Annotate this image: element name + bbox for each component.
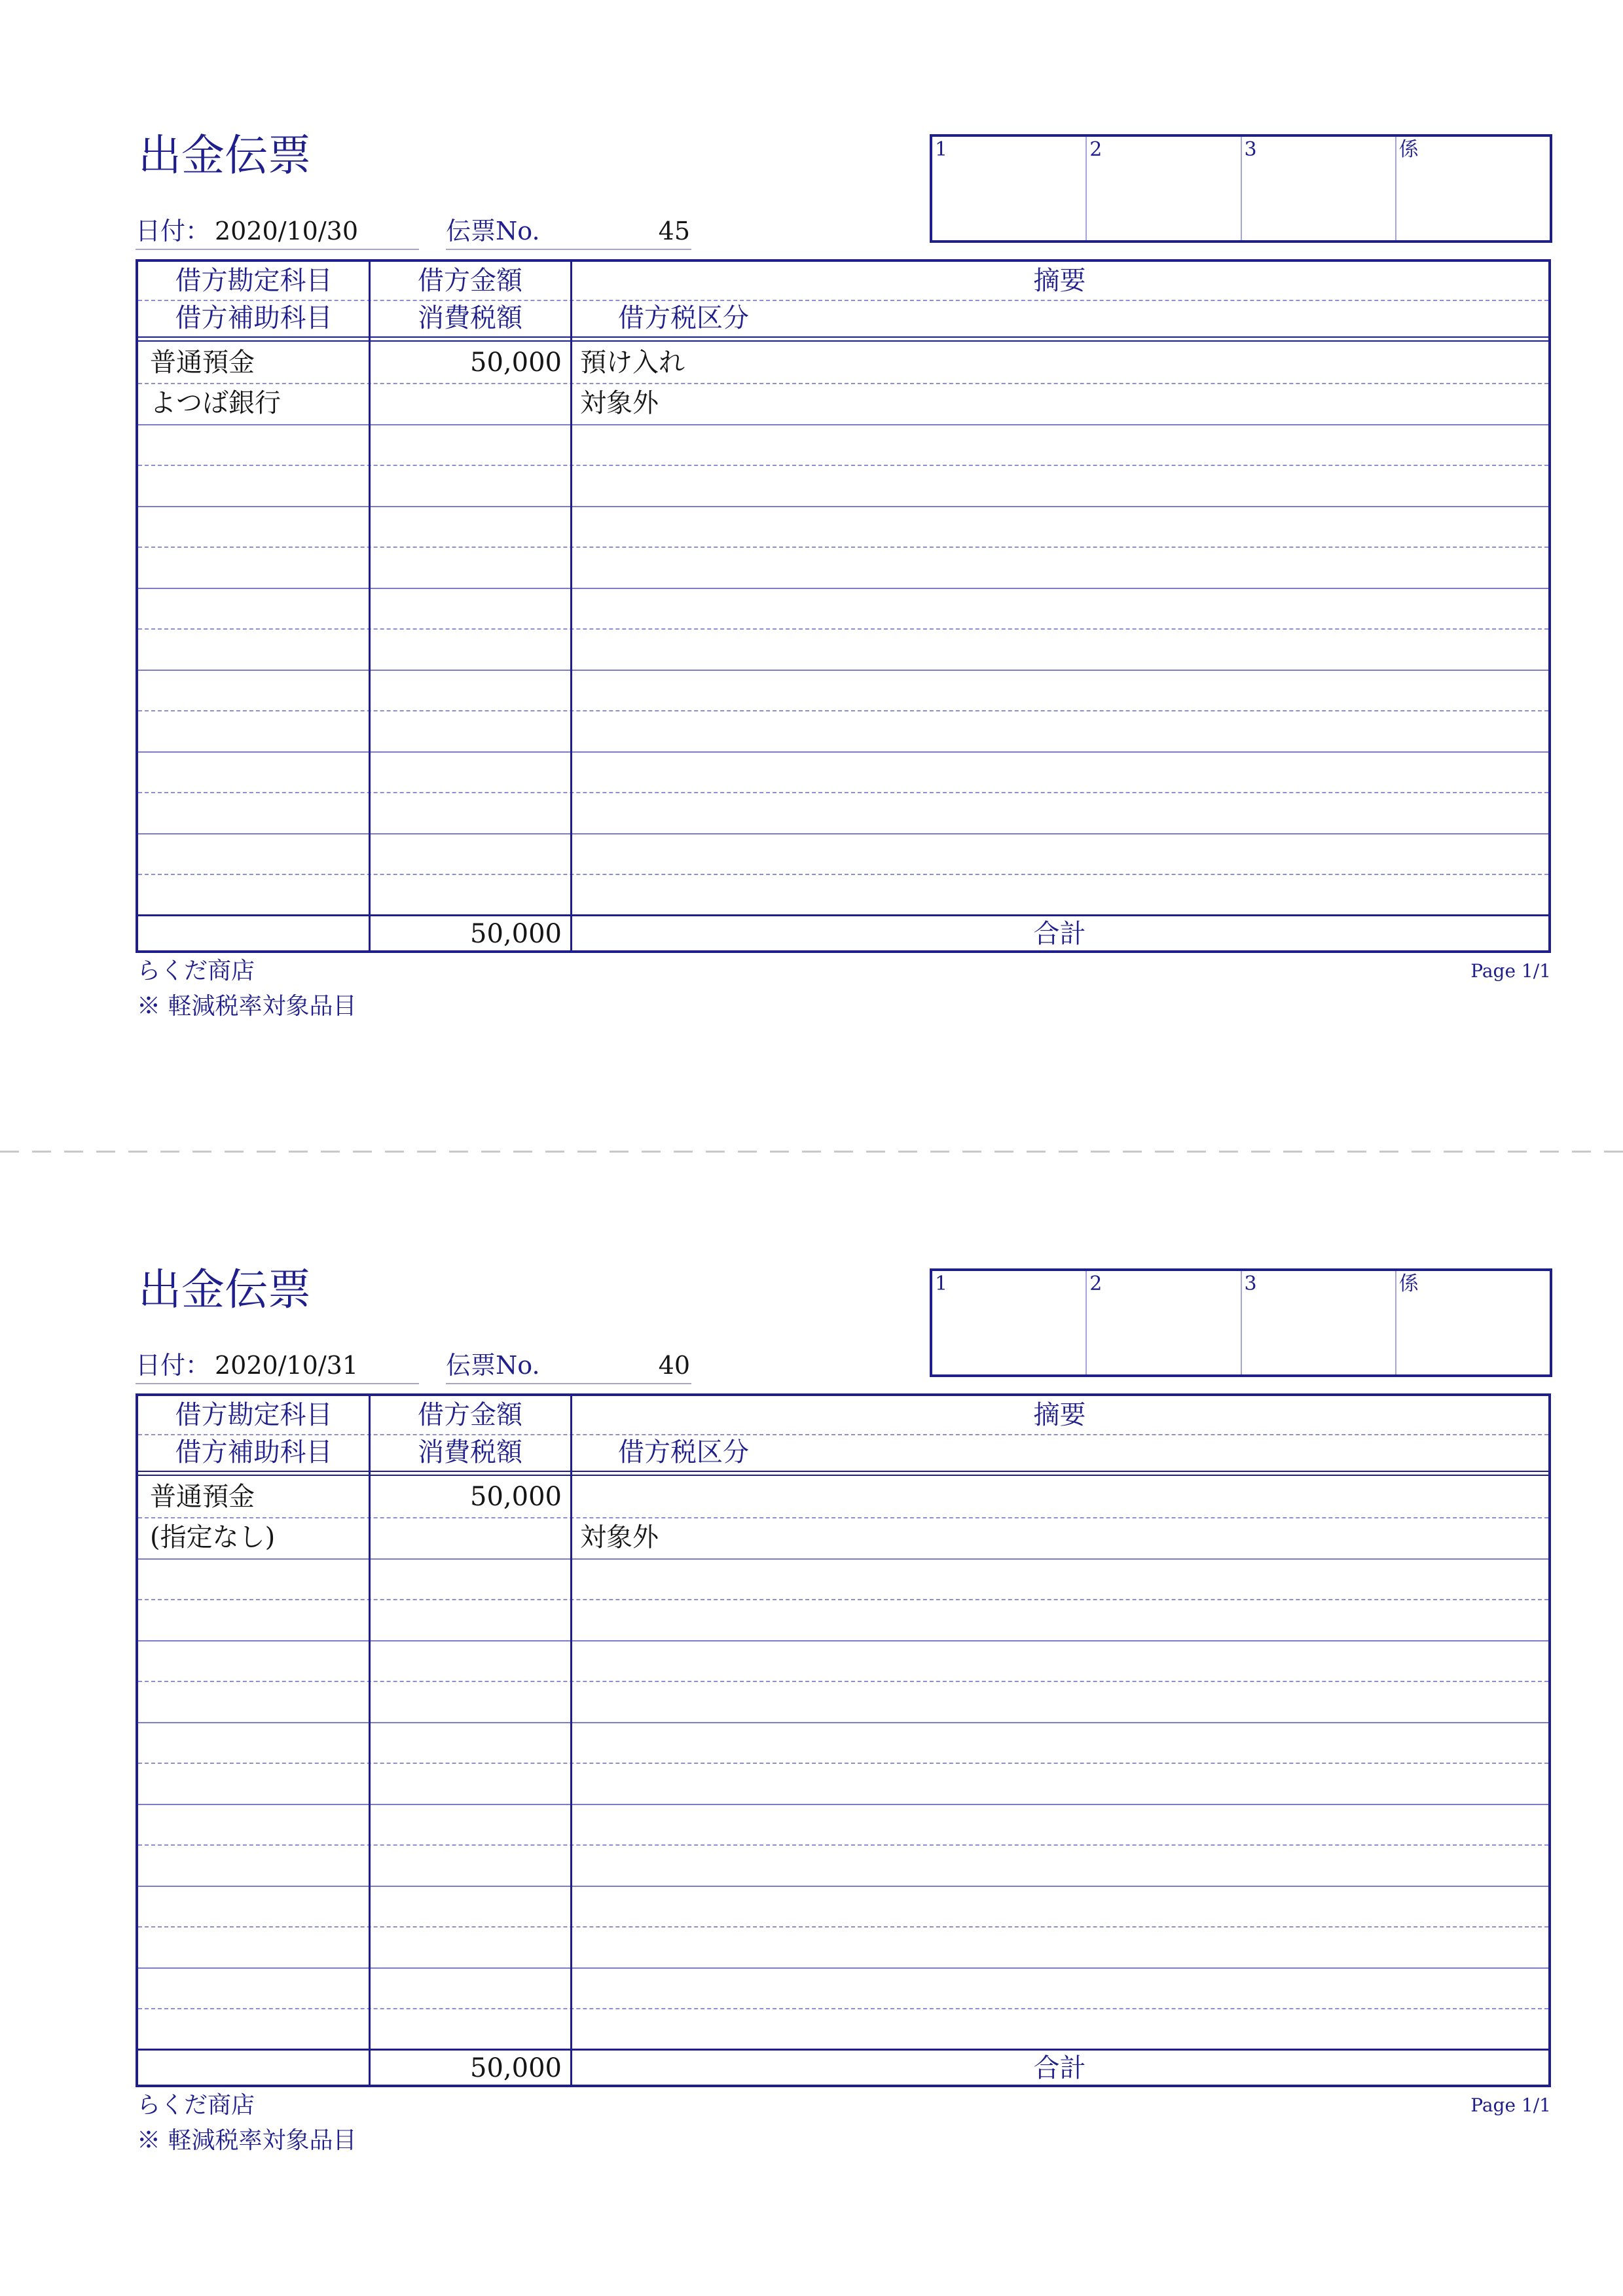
- entry-row-divider: [138, 833, 1548, 834]
- entry-row-divider: [138, 1722, 1548, 1723]
- voucher-number-field: [446, 213, 691, 250]
- entry-line-divider: [138, 2008, 1548, 2009]
- entry-row-divider: [138, 424, 1548, 425]
- payment-slip: [0, 1134, 1623, 2155]
- page-number: Page 1/1: [1470, 2094, 1551, 2116]
- approval-stamp-box: [930, 134, 1552, 243]
- header-debit-sub-account: 借方補助科目: [175, 303, 333, 333]
- header-debit-amount: 借方金額: [418, 266, 522, 296]
- date-label: 日付：: [136, 1351, 211, 1380]
- header-debit-account: 借方勘定科目: [175, 1400, 333, 1430]
- voucher-number-label: 伝票No.: [446, 1351, 540, 1380]
- approval-stamp-cell: [1395, 137, 1550, 240]
- approval-stamp-label: 1: [935, 1272, 948, 1295]
- approval-stamp-label: 3: [1244, 138, 1257, 161]
- entry-sub-account: よつば銀行: [150, 388, 281, 418]
- voucher-number-label: 伝票No.: [446, 217, 540, 245]
- company-name: らくだ商店: [137, 958, 255, 984]
- entry-line-divider: [138, 465, 1548, 466]
- header-tax-amount: 消費税額: [418, 1437, 522, 1467]
- total-amount: 50,000: [470, 2053, 562, 2083]
- total-amount: 50,000: [470, 919, 562, 949]
- page-number: Page 1/1: [1470, 960, 1551, 982]
- approval-stamp-cell: [1241, 1271, 1395, 1374]
- date-value: 2020/10/30: [215, 217, 359, 245]
- entry-line-divider: [138, 1599, 1548, 1600]
- header-tax-amount: 消費税額: [418, 303, 522, 333]
- approval-stamp-cell: [1085, 1271, 1240, 1374]
- entry-line-divider: [138, 1681, 1548, 1682]
- voucher-number-field: [446, 1348, 691, 1384]
- voucher-number-value: 45: [658, 217, 690, 245]
- approval-stamp-cell: [1085, 137, 1240, 240]
- entry-account: 普通預金: [150, 348, 255, 378]
- total-label: 合計: [1033, 2053, 1086, 2083]
- approval-stamp-label: 係: [1398, 138, 1419, 161]
- journal-table: [136, 259, 1551, 953]
- entry-row-divider: [138, 1558, 1548, 1560]
- header-debit-amount: 借方金額: [418, 1400, 522, 1430]
- voucher-number-value: 40: [658, 1351, 690, 1380]
- header-bottom-rule: [138, 1475, 1548, 1476]
- entry-line-divider: [138, 1844, 1548, 1846]
- header-bottom-rule: [138, 340, 1548, 342]
- entry-row-divider: [138, 1640, 1548, 1641]
- entry-row-divider: [138, 1967, 1548, 1969]
- approval-stamp-label: 係: [1398, 1272, 1419, 1295]
- journal-table: [136, 1393, 1551, 2087]
- approval-stamp-label: 2: [1089, 138, 1103, 161]
- entry-line-divider: [138, 792, 1548, 793]
- entry-account: 普通預金: [150, 1482, 255, 1512]
- approval-stamp-cell: [1241, 137, 1395, 240]
- entry-tax-amount: [369, 383, 571, 424]
- entry-row-divider: [138, 588, 1548, 589]
- reduced-tax-note: ※ 軽減税率対象品目: [137, 993, 357, 1020]
- approval-stamp-box: [930, 1268, 1552, 1377]
- header-summary: 摘要: [1033, 1400, 1086, 1430]
- entry-line-divider: [138, 547, 1548, 548]
- slip-title: 出金伝票: [138, 130, 311, 181]
- entry-row-divider: [138, 751, 1548, 753]
- header-tax-class: 借方税区分: [618, 1437, 749, 1467]
- header-tax-class: 借方税区分: [618, 303, 749, 333]
- date-value: 2020/10/31: [215, 1351, 359, 1380]
- company-name: らくだ商店: [137, 2092, 255, 2119]
- total-label: 合計: [1033, 919, 1086, 949]
- entry-line-divider: [138, 1763, 1548, 1764]
- header-debit-sub-account: 借方補助科目: [175, 1437, 333, 1467]
- header-debit-account: 借方勘定科目: [175, 266, 333, 296]
- date-field: [136, 213, 419, 250]
- entry-row-divider: [138, 1804, 1548, 1805]
- entry-line-divider: [138, 710, 1548, 711]
- approval-stamp-label: 2: [1089, 1272, 1103, 1295]
- date-label: 日付：: [136, 217, 211, 245]
- approval-stamp-cell: [932, 137, 1085, 240]
- entry-line-divider: [138, 628, 1548, 630]
- date-field: [136, 1348, 419, 1384]
- entry-amount: 50,000: [470, 1482, 562, 1512]
- reduced-tax-note: ※ 軽減税率対象品目: [137, 2127, 357, 2154]
- entry-amount: 50,000: [470, 348, 562, 378]
- entry-summary: [571, 1477, 1548, 1517]
- approval-stamp-label: 3: [1244, 1272, 1257, 1295]
- approval-stamp-cell: [1395, 1271, 1550, 1374]
- entry-summary: 預け入れ: [580, 348, 685, 378]
- entry-line-divider: [138, 874, 1548, 875]
- slip-title: 出金伝票: [138, 1265, 311, 1315]
- approval-stamp-label: 1: [935, 138, 948, 161]
- entry-row-divider: [138, 1886, 1548, 1887]
- entry-tax-amount: [369, 1517, 571, 1558]
- approval-stamp-cell: [932, 1271, 1085, 1374]
- header-summary: 摘要: [1033, 266, 1086, 296]
- entry-row-divider: [138, 506, 1548, 507]
- entry-tax-class: 対象外: [580, 1522, 659, 1552]
- entry-row-divider: [138, 670, 1548, 671]
- payment-slip: [0, 0, 1623, 1021]
- entry-tax-class: 対象外: [580, 388, 659, 418]
- entry-sub-account: (指定なし): [150, 1522, 276, 1552]
- entry-line-divider: [138, 1926, 1548, 1928]
